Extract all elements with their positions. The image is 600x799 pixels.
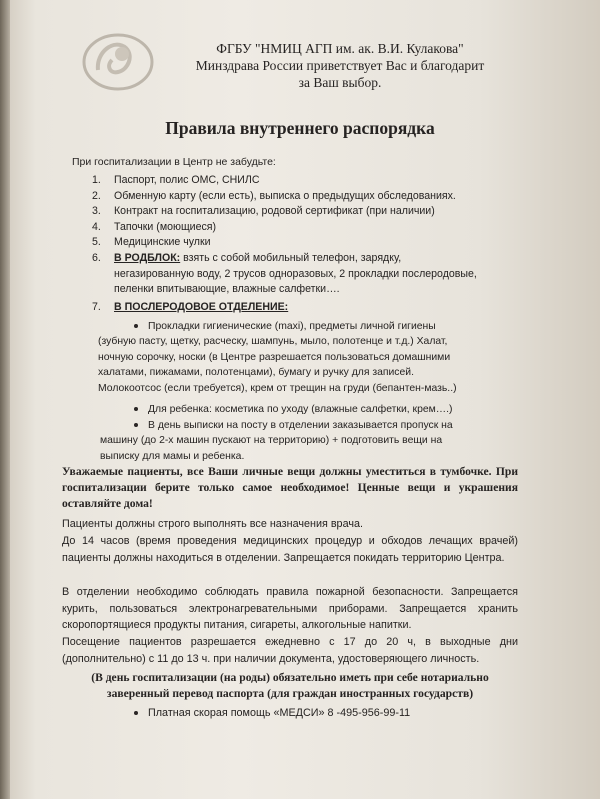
bullet-icon xyxy=(134,324,138,328)
page-title: Правила внутреннего распорядка xyxy=(165,118,435,138)
header xyxy=(150,40,530,91)
bullet-hygiene: Прокладки гигиенические (maxi), предметы личной гигиены (зубную пасту, щетку, расческу, шампунь, мыло, полотенце и т.д.) Халат, ночную сорочку, носки (в Центре разрешается пользоваться домашними халатами, пижамами, полотенцами), бумагу и ручку для записей. Молокоотсос (если требуется), крем от трещин на груди (бепантен-мазь..) xyxy=(98,321,457,394)
header-line-1: ФГБУ "НМИЦ АГП им. ак. В.И. Кулакова" xyxy=(216,41,464,56)
paragraph-fire-safety: В отделении необходимо соблюдать правила пожарной безопасности. Запрещается курить, пользоваться электронагревательными приборами. Запрещается хранить скоропортящиеся продукты питания, сигареты, алкогольные напитки. xyxy=(62,586,518,631)
checklist xyxy=(92,173,542,315)
ambulance-line: Платная скорая помощь «МЕДСИ» 8 -495-956-99-11 xyxy=(134,706,534,721)
paragraph-prescriptions: Пациенты должны строго выполнять все назначения врача. xyxy=(62,518,363,530)
list-item: 1. Паспорт, полис ОМС, СНИЛС xyxy=(92,174,260,186)
rodblok-line-2: негазированную воду, 2 трусов одноразовых, 2 прокладки послеродовые, xyxy=(114,267,477,280)
notice-text: Уважаемые пациенты, все Ваши личные вещи должны уместиться в тумбочке. При госпитализации берите только самое необходимое! Ценные вещи и украшения оставляйте дома! xyxy=(62,465,518,510)
header-line-2: Минздрава России приветствует Вас и благодарит xyxy=(195,58,485,73)
paragraph-visiting: Посещение пациентов разрешается ежедневно с 17 до 20 ч, в выходные дни (дополнительно) с 11 до 13 ч. при наличии документа, удостоверяющего личность. xyxy=(62,636,518,665)
list-item: 2. Обменную карту (если есть), выписка о предыдущих обследованиях. xyxy=(92,189,456,202)
header-line-3: за Ваш выбор. xyxy=(298,75,382,90)
intro-text: При госпитализации в Центр не забудьте: xyxy=(72,156,276,168)
bullet-baby: Для ребенка: косметика по уходу (влажные салфетки, крем….) xyxy=(134,402,534,417)
bullet-icon xyxy=(134,407,138,411)
bullet-icon xyxy=(134,423,138,427)
bullet-discharge: В день выписки на посту в отделении заказывается пропуск на машину (до 2-х машин пускают на территорию) + подготовить вещи на выписку для мамы и ребенка. xyxy=(100,420,453,462)
paragraph-hours: До 14 часов (время проведения медицинских процедур и обходов лечащих врачей) пациенты должны находиться в отделении. Запрещается покидать территорию Центра. xyxy=(62,535,518,564)
list-item: 3. Контракт на госпитализацию, родовой сертификат (при наличии) xyxy=(92,205,435,218)
bullet-icon xyxy=(134,711,138,715)
rodblok-label: В РОДБЛОК: xyxy=(114,251,181,264)
paragraph-passport: (В день госпитализации (на роды) обязательно иметь при себе нотариально заверенный перевод паспорта (для граждан иностранных государств) xyxy=(91,671,489,700)
list-item-rodblok: 6. В РОДБЛОК: взять с собой мобильный телефон, зарядку, xyxy=(92,251,402,264)
rodblok-line-3: пеленки впитывающие, влажные салфетки…. xyxy=(114,283,340,296)
postpartum-label: В ПОСЛЕРОДОВОЕ ОТДЕЛЕНИЕ: xyxy=(114,300,289,313)
hospital-logo-icon xyxy=(78,26,156,96)
list-item-postpartum: 7. В ПОСЛЕРОДОВОЕ ОТДЕЛЕНИЕ: xyxy=(92,300,542,316)
list-item: 4. Тапочки (моющиеся) xyxy=(92,220,217,233)
list-item: 5. Медицинские чулки xyxy=(92,236,211,249)
